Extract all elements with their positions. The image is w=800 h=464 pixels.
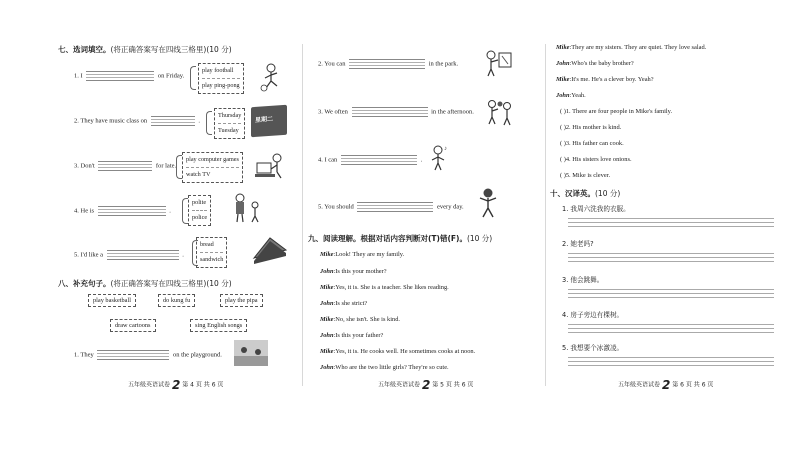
calendar-book-text: 星期二	[255, 115, 274, 124]
page-4	[58, 40, 294, 392]
page-6	[550, 40, 776, 392]
s8-1-prefix: 1. They	[74, 351, 94, 359]
dialog-2-speaker: John	[320, 268, 334, 275]
translate-item-4: 4. 房子旁边有棵树。	[562, 311, 624, 319]
dialog-8-speaker: John	[320, 364, 334, 371]
dialog-line-11: Mike:It's me. He's a clever boy. Yeah?	[556, 76, 654, 83]
answer-lines-8-2[interactable]	[349, 59, 425, 69]
column-divider-left	[302, 44, 303, 386]
word-draw-cartoons: draw cartoons	[110, 319, 156, 332]
dialog-line-1: Mike:Look! They are my family.	[320, 251, 405, 258]
q7-5-prefix: 5. I'd like a	[74, 251, 103, 259]
options-7-5	[196, 237, 227, 268]
page-5	[308, 40, 536, 392]
answer-lines-7-4[interactable]	[98, 206, 166, 216]
dialog-9-text: They are my sisters. They are quiet. They love salad.	[571, 44, 707, 51]
brace-7-2	[206, 111, 212, 135]
section-10-title	[550, 188, 620, 199]
dialog-8-text: Who are the two little girls? They're so cute.	[335, 364, 449, 371]
q7-4-prefix: 4. He is	[74, 207, 95, 215]
dialog-12-speaker: John	[556, 92, 570, 99]
answer-lines-7-3[interactable]	[98, 161, 152, 171]
drawing-girl-picture	[482, 48, 514, 78]
footer-6-title: 五年级英语试卷	[618, 381, 661, 389]
dialog-line-10: John:Who's the baby brother?	[556, 60, 634, 67]
football-boy-picture	[258, 62, 284, 92]
footer-6-number: 2	[661, 378, 671, 392]
footer-6-page: 第 6 页	[672, 381, 692, 389]
dialog-2-text: Is this your mother?	[335, 268, 387, 275]
dialog-10-text: Who's the baby brother?	[571, 60, 634, 67]
section-10-note: (10 分)	[595, 189, 621, 198]
q7-4-suffix: .	[169, 207, 171, 215]
dialog-5-text: No, she isn't. She is kind.	[335, 316, 400, 323]
section-8-title	[58, 278, 232, 289]
section-9-note: (10 分)	[466, 234, 493, 243]
question-7-2	[74, 116, 200, 126]
sentence-8-4	[318, 155, 422, 165]
option-separator	[200, 252, 223, 253]
footer-4-number: 2	[171, 378, 181, 392]
question-7-1	[74, 71, 184, 81]
option-separator	[192, 210, 207, 211]
translate-item-1: 1. 我周六洗我的衣服。	[562, 205, 630, 213]
section-9-heading: 九、阅读理解。根据对话内容判断对(T)错(F)。	[308, 234, 467, 243]
option-separator	[186, 167, 239, 168]
dialog-line-7: Mike:Yes, it is. He cooks well. He sometimes cooks at noon.	[320, 348, 476, 355]
q7-2-suffix: .	[198, 117, 201, 125]
singing-girl-picture	[426, 144, 450, 172]
dialog-4-speaker: John	[320, 300, 334, 307]
dialog-line-5: Mike:No, she isn't. She is kind.	[320, 316, 400, 323]
section-7-heading: 七、选词填空。	[58, 45, 111, 54]
kung-fu-boy-picture	[474, 186, 502, 220]
calendar-book-picture	[251, 105, 287, 138]
dialog-3-speaker: Mike	[320, 284, 334, 291]
answer-lines-7-1[interactable]	[86, 71, 154, 81]
option-separator	[218, 123, 241, 124]
dialog-7-speaker: Mike	[320, 348, 334, 355]
options-7-2	[214, 108, 245, 139]
column-divider-right	[545, 44, 546, 386]
dialog-12-text: Yeah.	[571, 92, 586, 99]
sandwich-picture	[252, 236, 288, 264]
option-tuesday: Tuesday	[218, 127, 239, 134]
dialog-4-text: Is she strict?	[335, 300, 368, 307]
options-7-1	[198, 63, 244, 94]
policeman-picture	[230, 192, 264, 224]
answer-lines-8-3[interactable]	[352, 107, 428, 117]
s8-3-suffix: in the afternoon.	[431, 108, 474, 116]
option-play-football: play football	[202, 67, 234, 74]
option-play-computer-games: play computer games	[186, 156, 239, 163]
answer-lines-8-5[interactable]	[357, 202, 433, 212]
dialog-line-12: John:Yeah.	[556, 92, 586, 99]
brace-7-1	[190, 66, 196, 90]
section-8-heading: 八、补充句子。	[58, 279, 111, 288]
dialog-6-speaker: John	[320, 332, 334, 339]
answer-lines-8-1[interactable]	[97, 350, 169, 360]
sentence-8-3	[318, 107, 474, 117]
option-play-ping-pong: play ping-pong	[202, 82, 240, 89]
q7-2-prefix: 2. They have music class on	[74, 117, 148, 125]
section-7-title	[58, 44, 232, 55]
dialog-1-speaker: Mike	[320, 251, 334, 258]
option-polite: polite	[192, 199, 207, 206]
sentence-8-2	[318, 59, 458, 69]
dialog-line-8: John:Who are the two little girls? They're so cute.	[320, 364, 449, 371]
translate-lines-4[interactable]	[568, 324, 774, 335]
footer-5-number: 2	[421, 378, 431, 392]
dialog-1-text: Look! They are my family.	[335, 251, 405, 258]
s8-5-prefix: 5. You should	[318, 203, 354, 211]
question-7-3	[74, 161, 176, 171]
q7-3-suffix: for late.	[155, 162, 177, 170]
translate-lines-3[interactable]	[568, 289, 774, 300]
dialog-10-speaker: John	[556, 60, 570, 67]
answer-lines-7-2[interactable]	[151, 116, 195, 126]
tf-item-4[interactable]: ( )4. His sisters love onions.	[560, 156, 632, 163]
dialog-11-speaker: Mike	[556, 76, 570, 83]
s8-2-suffix: in the park.	[428, 60, 459, 68]
q7-5-suffix: .	[182, 251, 184, 259]
word-do-kung-fu: do kung fu	[158, 294, 195, 307]
translate-lines-2[interactable]	[568, 253, 774, 264]
q7-3-prefix: 3. Don't	[74, 162, 95, 170]
translate-lines-5[interactable]	[568, 357, 774, 368]
dialog-3-text: Yes, it is. She is a teacher. She likes reading.	[335, 284, 449, 291]
translate-item-5: 5. 我想要个冰激凌。	[562, 344, 624, 352]
dialog-11-text: It's me. He's a clever boy. Yeah?	[571, 76, 654, 83]
translate-item-3: 3. 他会跳舞。	[562, 276, 604, 284]
option-police: police	[192, 214, 208, 221]
s8-2-prefix: 2. You can	[318, 60, 346, 68]
section-8-note: (将正确答案写在四线三格里)(10 分)	[110, 279, 232, 288]
q7-1-prefix: 1. I	[74, 72, 83, 80]
word-sing-english-songs: sing English songs	[190, 319, 247, 332]
s8-3-prefix: 3. We often	[318, 108, 348, 116]
question-7-5	[74, 250, 184, 260]
q7-1-suffix: on Friday.	[157, 72, 185, 80]
footer-5-total: 共 6 页	[453, 381, 474, 389]
option-separator	[202, 78, 240, 79]
option-sandwich: sandwich	[200, 256, 224, 263]
section-9-title	[308, 233, 492, 244]
options-7-4	[188, 195, 211, 226]
word-play-the-pipa: play the pipa	[220, 294, 263, 307]
dialog-line-2: John:Is this your mother?	[320, 268, 387, 275]
computer-boy-picture	[254, 150, 286, 180]
dialog-line-3: Mike:Yes, it is. She is a teacher. She likes reading.	[320, 284, 449, 291]
footer-page-4	[128, 378, 223, 392]
answer-lines-8-4[interactable]	[341, 155, 417, 165]
translate-lines-1[interactable]	[568, 218, 774, 229]
s8-5-suffix: every day.	[437, 203, 464, 211]
translate-item-2: 2. 她老吗?	[562, 240, 594, 248]
s8-4-suffix: .	[420, 156, 423, 164]
footer-page-5	[378, 378, 473, 392]
basketball-kids-picture	[484, 98, 516, 126]
s8-1-suffix: on the playground.	[173, 351, 222, 359]
option-bread: bread	[200, 241, 214, 248]
footer-4-total: 共 6 页	[203, 381, 224, 389]
option-watch-tv: watch TV	[186, 171, 211, 178]
answer-lines-7-5[interactable]	[107, 250, 179, 260]
tf-item-3[interactable]: ( )3. His father can cook.	[560, 140, 624, 147]
section-10-heading: 十、汉译英。	[550, 189, 595, 198]
dialog-5-speaker: Mike	[320, 316, 334, 323]
options-7-3	[182, 152, 243, 183]
footer-5-page: 第 5 页	[432, 381, 452, 389]
dialog-line-4: John:Is she strict?	[320, 300, 368, 307]
dialog-7-text: Yes, it is. He cooks well. He sometimes cooks at noon.	[335, 348, 476, 355]
footer-6-total: 共 6 页	[693, 381, 714, 389]
sentence-8-1	[74, 350, 222, 360]
tf-item-5[interactable]: ( )5. Mike is clever.	[560, 172, 611, 179]
footer-4-title: 五年级英语试卷	[128, 381, 171, 389]
footer-page-6	[618, 378, 713, 392]
dialog-line-9: Mike:They are my sisters. They are quiet. They love salad.	[556, 44, 707, 51]
sentence-8-5	[318, 202, 464, 212]
dialog-9-speaker: Mike	[556, 44, 570, 51]
s8-4-prefix: 4. I can	[318, 156, 338, 164]
word-play-basketball: play basketball	[88, 294, 136, 307]
playground-picture	[234, 340, 268, 366]
tf-item-1[interactable]: ( )1. There are four people in Mike's family.	[560, 108, 673, 115]
footer-5-title: 五年级英语试卷	[378, 381, 421, 389]
section-7-note: (将正确答案写在四线三格里)(10 分)	[110, 45, 232, 54]
dialog-line-6: John:Is this your father?	[320, 332, 384, 339]
dialog-6-text: Is this your father?	[335, 332, 384, 339]
svg-text:♪: ♪	[444, 146, 447, 152]
question-7-4	[74, 206, 171, 216]
option-thursday: Thursday	[218, 112, 242, 119]
tf-item-2[interactable]: ( )2. His mother is kind.	[560, 124, 622, 131]
footer-4-page: 第 4 页	[182, 381, 202, 389]
